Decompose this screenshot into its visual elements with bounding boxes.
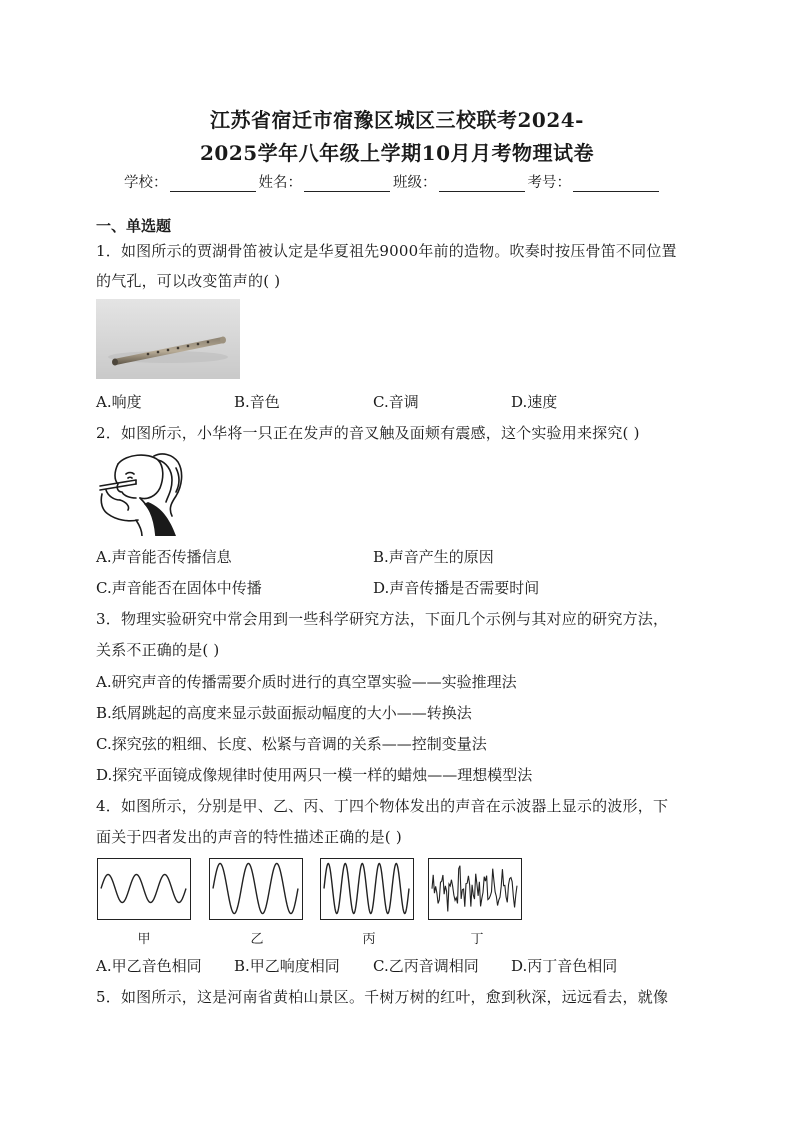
q4-text-line2: 面关于四者发出的声音的特性描述正确的是( ) — [96, 828, 402, 846]
exam-title-line1: 江苏省宿迁市宿豫区城区三校联考2024- — [210, 108, 584, 132]
bone-flute-image — [96, 299, 240, 379]
q4-option-a[interactable]: A.甲乙音色相同 — [96, 957, 202, 975]
name-blank — [304, 177, 390, 192]
q4-option-c[interactable]: C.乙丙音调相同 — [373, 957, 479, 975]
student-info-row — [124, 171, 662, 192]
q1-text-line1: 1．如图所示的贾湖骨笛被认定是华夏祖先9000年前的造物。吹奏时按压骨笛不同位置 — [96, 242, 677, 260]
q4-option-b[interactable]: B.甲乙响度相同 — [234, 957, 340, 975]
exam-title-line2: 2025学年八年级上学期10月月考物理试卷 — [200, 141, 594, 165]
exam-number-label: 考号： — [527, 175, 571, 191]
q4-text-line1: 4．如图所示，分别是甲、乙、丙、丁四个物体发出的声音在示波器上显示的波形，下 — [96, 797, 669, 815]
q5-text-line1: 5．如图所示，这是河南省黄柏山景区。千树万树的红叶，愈到秋深，远远看去，就像 — [96, 988, 669, 1006]
q1-text-line2: 的气孔，可以改变笛声的( ) — [96, 272, 281, 290]
q2-text-line1: 2．如图所示，小华将一只正在发声的音叉触及面颊有震感，这个实验用来探究( ) — [96, 424, 640, 442]
class-label: 班级： — [393, 175, 437, 191]
class-blank — [439, 177, 525, 192]
name-label: 姓名： — [258, 175, 302, 191]
waveform-bing — [320, 858, 414, 920]
q3-option-a[interactable]: A.研究声音的传播需要介质时进行的真空罩实验——实验推理法 — [96, 673, 517, 691]
q4-option-d[interactable]: D.丙丁音色相同 — [511, 957, 618, 975]
girl-tuning-fork-icon — [96, 450, 188, 536]
q2-option-c[interactable]: C.声音能否在固体中传播 — [96, 579, 262, 597]
q2-option-b[interactable]: B.声音产生的原因 — [373, 548, 494, 566]
bone-flute-icon — [96, 299, 240, 379]
exam-number-blank — [573, 177, 659, 192]
q3-option-c[interactable]: C.探究弦的粗细、长度、松紧与音调的关系——控制变量法 — [96, 735, 487, 753]
wave-label-jia: 甲 — [137, 932, 151, 947]
wave-label-ding: 丁 — [470, 932, 484, 947]
waveform-yi — [209, 858, 303, 920]
wave-yi-icon — [210, 859, 301, 918]
q1-option-c[interactable]: C.音调 — [373, 393, 419, 411]
q3-text-line1: 3．物理实验研究中常会用到一些科学研究方法，下面几个示例与其对应的研究方法， — [96, 610, 669, 628]
q3-text-line2: 关系不正确的是( ) — [96, 641, 220, 659]
waveform-ding — [428, 858, 522, 920]
tuning-fork-face-image — [96, 450, 188, 536]
section-title: 一、单选题 — [96, 217, 172, 235]
q2-option-a[interactable]: A.声音能否传播信息 — [96, 548, 232, 566]
wave-label-yi: 乙 — [250, 932, 264, 947]
wave-bing-icon — [321, 859, 412, 918]
exam-number-field — [528, 171, 663, 192]
school-field — [124, 171, 259, 192]
name-field — [259, 171, 394, 192]
wave-jia-icon — [98, 859, 189, 918]
school-blank — [170, 177, 256, 192]
q1-option-a[interactable]: A.响度 — [96, 393, 142, 411]
school-label: 学校： — [124, 175, 168, 191]
wave-label-bing: 丙 — [362, 932, 376, 947]
q3-option-d[interactable]: D.探究平面镜成像规律时使用两只一模一样的蜡烛——理想模型法 — [96, 766, 533, 784]
waveform-jia — [97, 858, 191, 920]
q1-option-b[interactable]: B.音色 — [234, 393, 280, 411]
q2-option-d[interactable]: D.声音传播是否需要时间 — [373, 579, 540, 597]
wave-ding-icon — [429, 859, 520, 918]
q3-option-b[interactable]: B.纸屑跳起的高度来显示鼓面振动幅度的大小——转换法 — [96, 704, 472, 722]
class-field — [393, 171, 528, 192]
q1-option-d[interactable]: D.速度 — [511, 393, 558, 411]
